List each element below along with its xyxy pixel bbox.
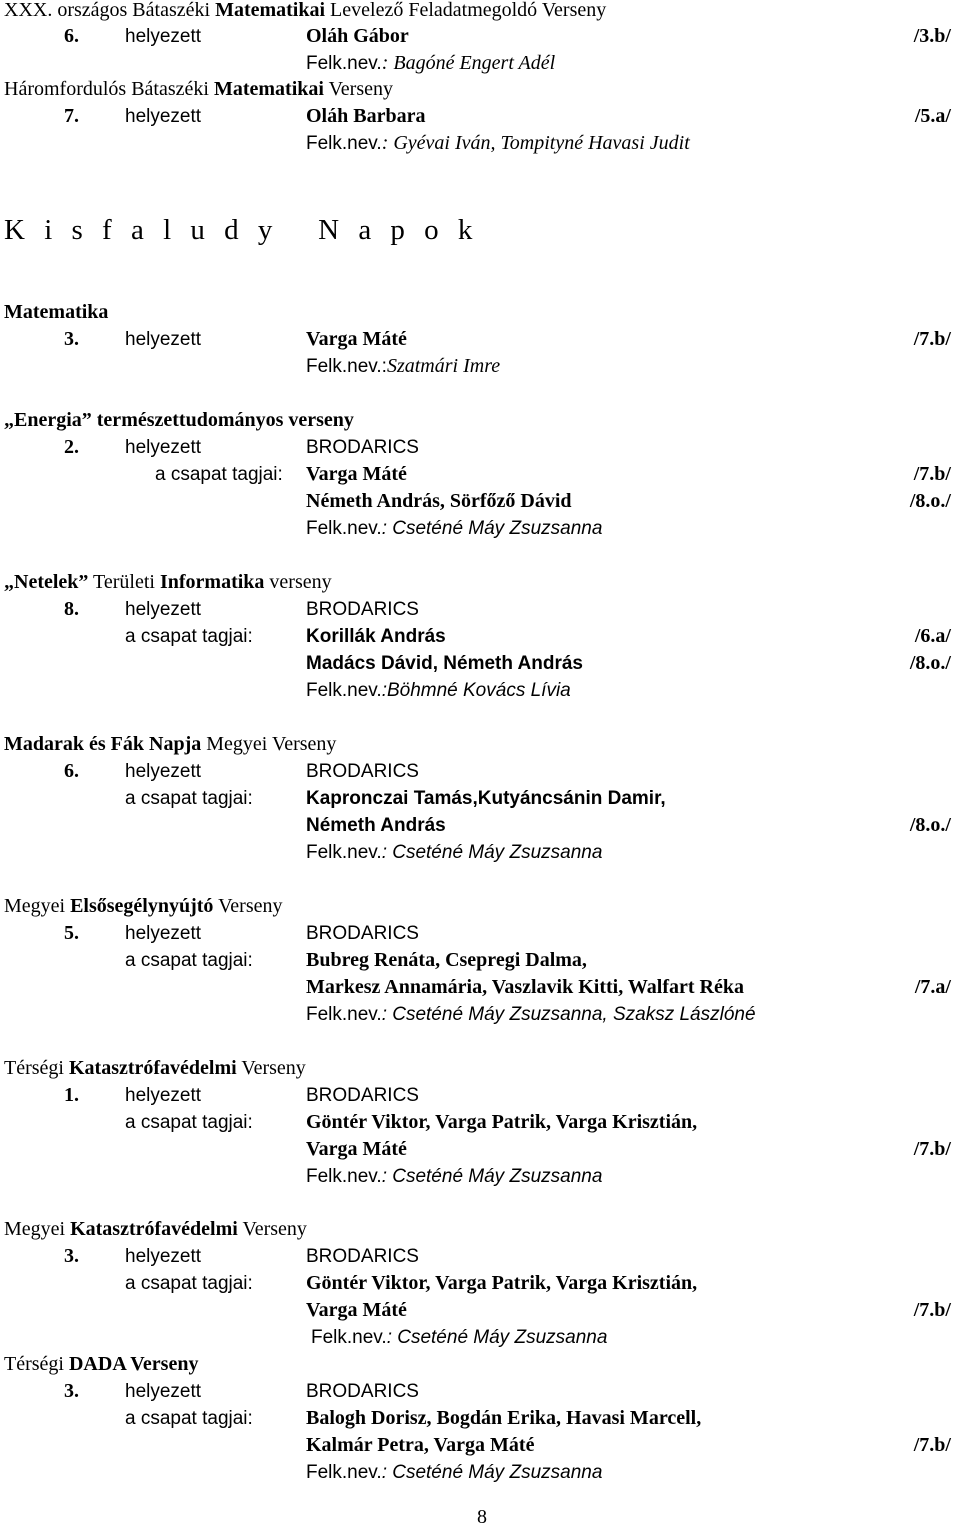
title-bold: Madarak és Fák Napja — [4, 733, 202, 755]
members-row — [0, 1136, 960, 1163]
member-names: Balogh Dorisz, Bogdán Erika, Havasi Marcell, — [306, 1407, 702, 1429]
members-label: a csapat tagjai: — [155, 464, 283, 485]
title-text: Verseny — [237, 1218, 307, 1240]
member-names: Madács Dávid, Németh András — [306, 653, 583, 674]
teacher-name: : Cseténé Máy Zsuzsanna — [381, 1462, 603, 1483]
result-row — [0, 326, 960, 353]
result-row — [0, 758, 960, 785]
teacher-row — [0, 839, 960, 866]
team-name: BRODARICS — [306, 599, 419, 620]
members-row — [0, 488, 960, 515]
title-text: Háromfordulós Bátaszéki — [4, 78, 214, 100]
section-title-madarak — [0, 731, 960, 758]
class-label: /3.b/ — [913, 25, 951, 47]
teacher-prefix: Felk.nev. — [306, 53, 382, 74]
teacher-name: Szatmári Imre — [386, 355, 501, 377]
heading-kisfaludy-napok — [0, 210, 960, 250]
class-label: /6.a/ — [914, 625, 951, 647]
teacher-name: : Gyévai Iván, Tompityné Havasi Judit — [381, 132, 690, 154]
title-text: Megyei — [4, 895, 71, 917]
teacher-row — [0, 130, 960, 157]
title-bold: Informatika — [159, 571, 265, 593]
class-label: /7.b/ — [913, 1299, 951, 1321]
title-text: Térségi — [4, 1057, 69, 1079]
placed-label: helyezett — [125, 923, 202, 944]
placed-label: helyezett — [125, 106, 202, 127]
members-label: a csapat tagjai: — [125, 1408, 253, 1429]
member-names: Markesz Annamária, Vaszlavik Kitti, Walfart Réka — [306, 976, 744, 998]
student-name: Varga Máté — [306, 328, 407, 350]
title-text: Megyei — [4, 1218, 71, 1240]
members-row — [0, 812, 960, 839]
members-row — [0, 623, 960, 650]
teacher-name: : Cseténé Máy Zsuzsanna — [381, 1166, 603, 1187]
section-title-bataszek-haromfordulos — [0, 76, 960, 103]
title-bold: Elsősegélynyújtó — [70, 895, 214, 917]
rank: 2. — [64, 436, 79, 458]
rank: 8. — [64, 598, 79, 620]
members-label: a csapat tagjai: — [125, 788, 253, 809]
title-bold: „Netelek” — [4, 571, 89, 593]
section-title-bataszek-levelezo — [0, 0, 960, 24]
student-name: Oláh Barbara — [306, 105, 426, 127]
result-row — [0, 434, 960, 461]
member-names: Bubreg Renáta, Csepregi Dalma, — [306, 949, 587, 971]
title-bold: Katasztrófavédelmi — [68, 1057, 237, 1079]
members-row — [0, 650, 960, 677]
team-name: BRODARICS — [306, 437, 419, 458]
placed-label: helyezett — [125, 437, 202, 458]
teacher-prefix: Felk.nev. — [306, 680, 382, 701]
class-label: /8.o./ — [909, 652, 951, 674]
members-label: a csapat tagjai: — [125, 950, 253, 971]
rank: 6. — [64, 25, 79, 47]
placed-label: helyezett — [125, 599, 202, 620]
result-row — [0, 23, 960, 50]
title-bold: DADA Verseny — [68, 1353, 199, 1375]
rank: 1. — [64, 1084, 79, 1106]
teacher-prefix: Felk.nev. — [306, 518, 382, 539]
placed-label: helyezett — [125, 761, 202, 782]
section-title-dada — [0, 1351, 960, 1378]
section-title-elsosegely — [0, 893, 960, 920]
result-row — [0, 1243, 960, 1270]
teacher-row — [0, 1001, 960, 1028]
member-names: Németh András — [306, 815, 446, 836]
title-text: Térségi — [4, 1353, 69, 1375]
result-row — [0, 103, 960, 130]
teacher-name: : Bagóné Engert Adél — [381, 52, 556, 74]
rank: 3. — [64, 1245, 79, 1267]
member-names: Varga Máté — [306, 1138, 407, 1160]
class-label: /8.o./ — [909, 490, 951, 512]
result-row — [0, 1378, 960, 1405]
teacher-name: : Cseténé Máy Zsuzsanna — [381, 842, 603, 863]
placed-label: helyezett — [125, 26, 202, 47]
title-text: Területi — [88, 571, 160, 593]
rank: 5. — [64, 922, 79, 944]
member-names: Kalmár Petra, Varga Máté — [306, 1434, 535, 1456]
member-names: Varga Máté — [306, 1299, 407, 1321]
rank: 3. — [64, 1380, 79, 1402]
team-name: BRODARICS — [306, 1246, 419, 1267]
page-number: 8 — [477, 1506, 487, 1528]
teacher-row — [0, 677, 960, 704]
title-text: Verseny — [236, 1057, 306, 1079]
teacher-prefix: Felk.nev. — [306, 133, 382, 154]
result-row — [0, 1082, 960, 1109]
teacher-name: : Cseténé Máy Zsuzsanna — [386, 1327, 608, 1348]
title-text: verseny — [264, 571, 332, 593]
student-name: Oláh Gábor — [306, 25, 409, 47]
section-title-tersegi-katasztrofavedelmi — [0, 1055, 960, 1082]
section-title-megyei-katasztrofavedelmi — [0, 1216, 960, 1243]
result-row — [0, 920, 960, 947]
title-text: Matematika — [4, 301, 109, 323]
section-title-energia — [0, 407, 960, 434]
member-names: Németh András, Sörfőző Dávid — [306, 490, 572, 512]
title-bold: Matematikai — [215, 0, 326, 21]
placed-label: helyezett — [125, 329, 202, 350]
members-row — [0, 947, 960, 974]
members-row — [0, 1109, 960, 1136]
teacher-row — [0, 353, 960, 380]
teacher-prefix: Felk.nev. — [306, 1004, 382, 1025]
placed-label: helyezett — [125, 1381, 202, 1402]
class-label: /7.a/ — [914, 976, 951, 998]
title-text: Megyei Verseny — [201, 733, 337, 755]
members-row — [0, 461, 960, 488]
teacher-row — [0, 515, 960, 542]
teacher-name: : Cseténé Máy Zsuzsanna, Szaksz Lászlóné — [381, 1004, 756, 1025]
title-bold: Matematikai — [213, 78, 324, 100]
member-names: Korillák András — [306, 626, 446, 647]
teacher-prefix: Felk.nev. — [306, 1462, 382, 1483]
placed-label: helyezett — [125, 1246, 202, 1267]
teacher-prefix: Felk.nev. — [311, 1327, 387, 1348]
rank: 6. — [64, 760, 79, 782]
title-text: Verseny — [213, 895, 283, 917]
teacher-prefix: Felk.nev.: — [306, 356, 387, 377]
members-row — [0, 785, 960, 812]
title-text: „Energia” természettudományos verseny — [4, 409, 354, 431]
team-name: BRODARICS — [306, 761, 419, 782]
member-names: Göntér Viktor, Varga Patrik, Varga Krisztián, — [306, 1272, 698, 1294]
class-label: /7.b/ — [913, 1434, 951, 1456]
rank: 7. — [64, 105, 79, 127]
title-text: XXX. országos Bátaszéki — [4, 0, 216, 21]
heading-text: K i s f a l u d y N a p o k — [4, 214, 479, 246]
members-label: a csapat tagjai: — [125, 626, 253, 647]
member-names: Kapronczai Tamás,Kutyáncsánin Damir, — [306, 788, 666, 809]
placed-label: helyezett — [125, 1085, 202, 1106]
members-row — [0, 1405, 960, 1432]
member-names: Göntér Viktor, Varga Patrik, Varga Krisztián, — [306, 1111, 698, 1133]
teacher-row — [0, 1459, 960, 1486]
members-row — [0, 1432, 960, 1459]
teacher-prefix: Felk.nev. — [306, 1166, 382, 1187]
member-names: Varga Máté — [306, 463, 407, 485]
teacher-row — [0, 1324, 960, 1351]
title-text: Verseny — [323, 78, 393, 100]
class-label: /7.b/ — [913, 1138, 951, 1160]
members-row — [0, 1297, 960, 1324]
teacher-row — [0, 50, 960, 77]
members-row — [0, 1270, 960, 1297]
members-label: a csapat tagjai: — [125, 1112, 253, 1133]
class-label: /7.b/ — [913, 463, 951, 485]
team-name: BRODARICS — [306, 1085, 419, 1106]
members-label: a csapat tagjai: — [125, 1273, 253, 1294]
section-title-netelek — [0, 569, 960, 596]
section-title-matematika — [0, 299, 960, 326]
result-row — [0, 596, 960, 623]
class-label: /7.b/ — [913, 328, 951, 350]
title-text: Levelező Feladatmegoldó Verseny — [325, 0, 607, 21]
teacher-row — [0, 1163, 960, 1190]
teacher-name: : Cseténé Máy Zsuzsanna — [381, 518, 603, 539]
class-label: /5.a/ — [914, 105, 951, 127]
teacher-name: :Böhmné Kovács Lívia — [381, 680, 571, 701]
team-name: BRODARICS — [306, 923, 419, 944]
title-bold: Katasztrófavédelmi — [70, 1218, 238, 1240]
rank: 3. — [64, 328, 79, 350]
team-name: BRODARICS — [306, 1381, 419, 1402]
class-label: /8.o./ — [909, 814, 951, 836]
members-row — [0, 974, 960, 1001]
teacher-prefix: Felk.nev. — [306, 842, 382, 863]
